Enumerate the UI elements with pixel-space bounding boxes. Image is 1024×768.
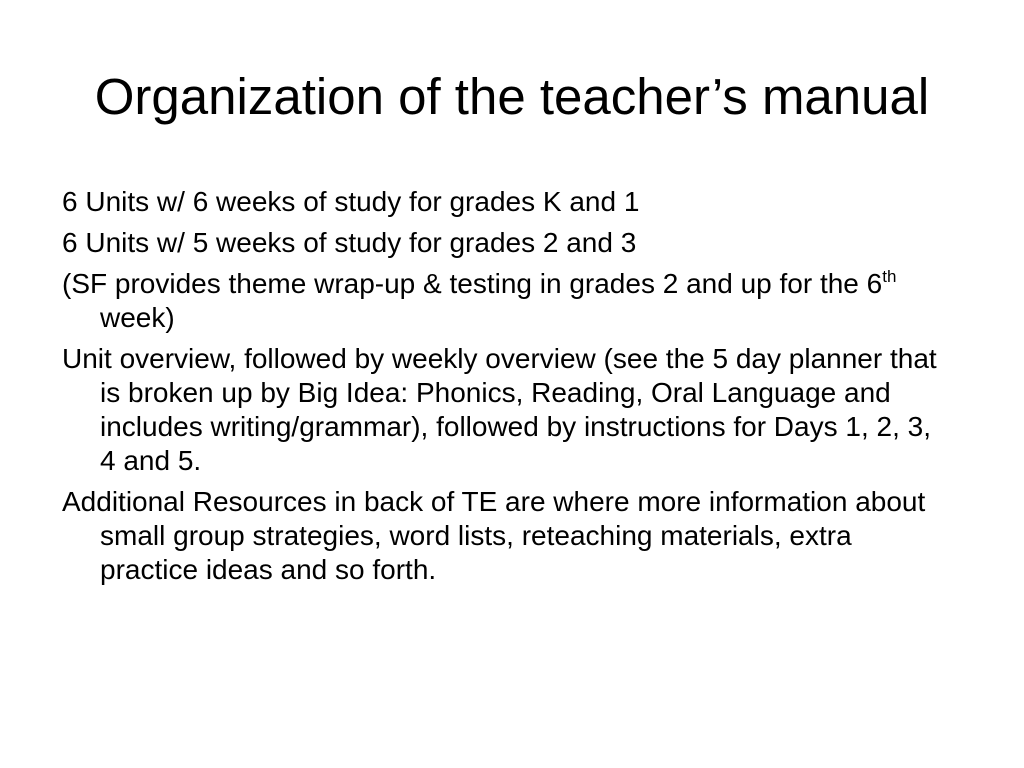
slide-body: [62, 185, 1002, 594]
bullet-item: [62, 267, 1002, 335]
bullet-line-continuation: week): [100, 302, 175, 333]
bullet-line-text: (SF provides theme wrap-up & testing in grades 2 and up for the 6: [62, 268, 883, 299]
bullet-item: [62, 485, 1002, 587]
bullet-line-continuation: includes writing/grammar), followed by instructions for Days 1, 2, 3,: [100, 411, 931, 442]
bullet-line-continuation: small group strategies, word lists, reteaching materials, extra: [100, 520, 852, 551]
bullet-line: 6 Units w/ 5 weeks of study for grades 2 and 3: [62, 227, 637, 258]
bullet-line: 6 Units w/ 6 weeks of study for grades K and 1: [62, 186, 640, 217]
bullet-line-continuation: 4 and 5.: [100, 445, 202, 476]
bullet-line-continuation: is broken up by Big Idea: Phonics, Reading, Oral Language and: [100, 377, 891, 408]
bullet-line: Unit overview, followed by weekly overview (see the 5 day planner that: [62, 343, 937, 374]
slide-title: Organization of the teacher’s manual: [94, 68, 930, 125]
bullet-line: [62, 267, 1002, 301]
bullet-item: [62, 342, 1002, 478]
superscript-text: th: [882, 267, 897, 286]
bullet-item: [62, 226, 1002, 260]
bullet-line-continuation: practice ideas and so forth.: [100, 554, 437, 585]
bullet-item: [62, 185, 1002, 219]
bullet-line: Additional Resources in back of TE are where more information about: [62, 486, 926, 517]
